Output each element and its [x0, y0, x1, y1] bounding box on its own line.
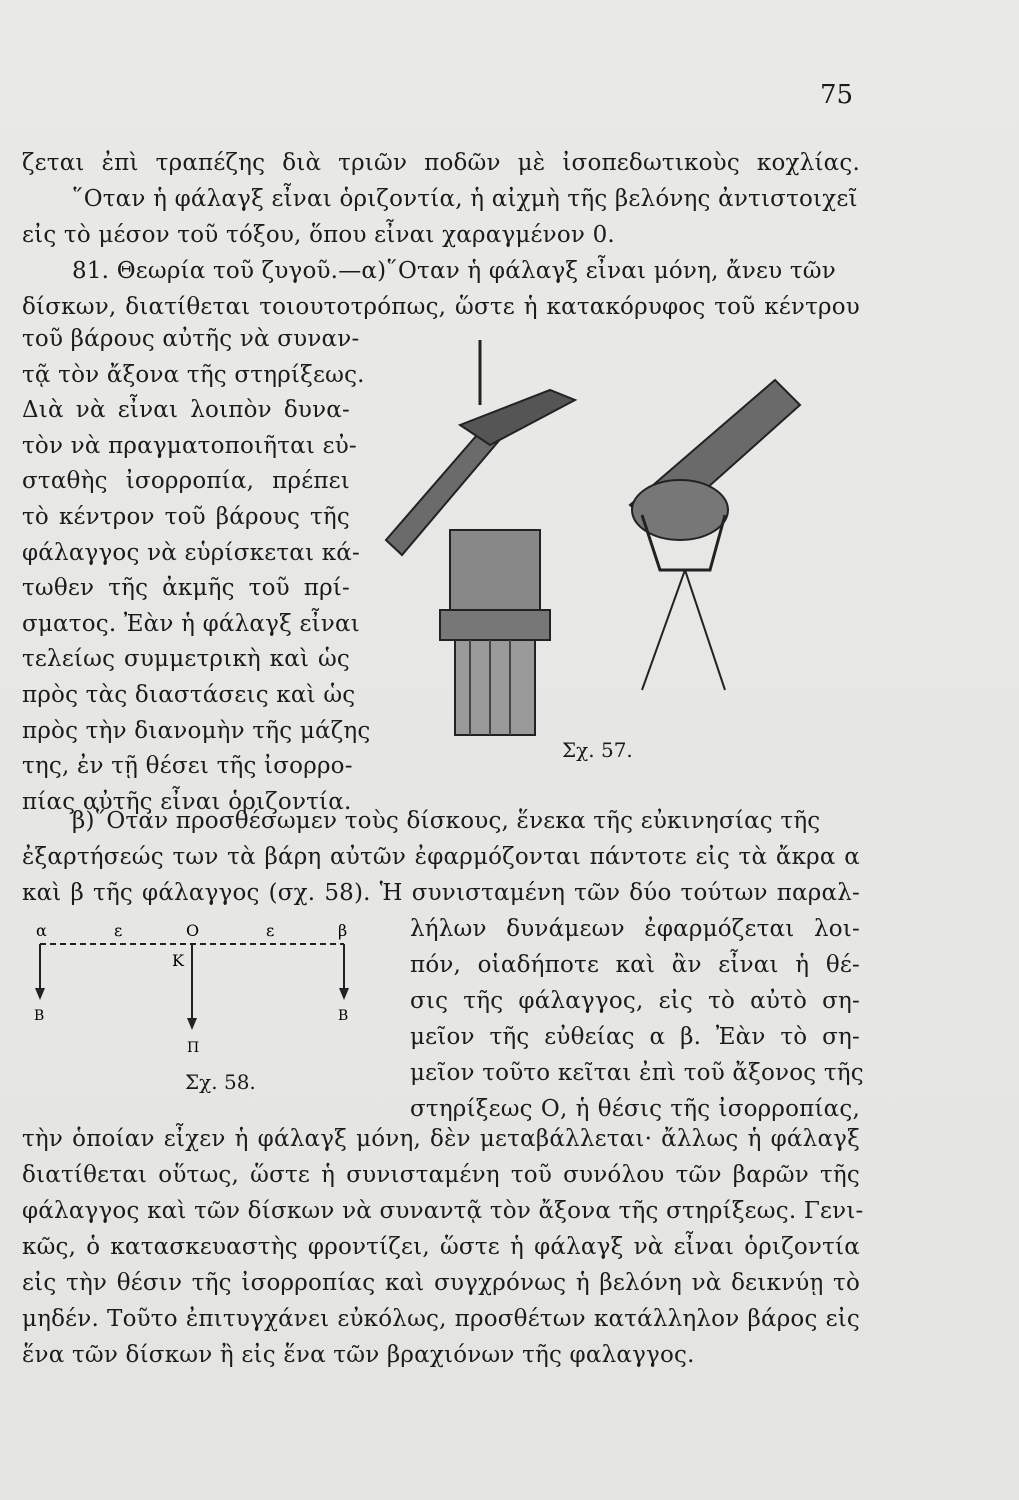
- text-line: τὸ κέντρον τοῦ βάρους τῆς: [22, 504, 350, 530]
- text-line: μεῖον τῆς εὐθείας α β. Ἐὰν τὸ ση-: [410, 1024, 860, 1050]
- text-line: τοῦ βάρους αὐτῆς νὰ συναν-: [22, 326, 360, 352]
- text-line: ζεται ἐπὶ τραπέζης διὰ τριῶν ποδῶν μὲ ἰσοπεδωτικοὺς κοχλίας.: [22, 150, 860, 176]
- figure-57-illustration: [380, 330, 870, 740]
- text-line: φάλαγγος νὰ εὑρίσκεται κά-: [22, 539, 360, 566]
- text-line: ἕνα τῶν δίσκων ἢ εἰς ἕνα τῶν βραχιόνων τῆς φαλαγγος.: [22, 1342, 695, 1368]
- text-line: δίσκων, διατίθεται τοιουτοτρόπως, ὥστε ἡ κατακόρυφος τοῦ κέντρου: [22, 294, 860, 320]
- fig58-label-b-left: Β: [34, 1008, 45, 1024]
- text-line: τὸν νὰ πραγματοποιῆται εὐ-: [22, 432, 357, 459]
- fig58-label-p: Π: [187, 1040, 200, 1056]
- text-line: ἐξαρτήσεώς των τὰ βάρη αὐτῶν ἐφαρμόζονται πάντοτε εἰς τὰ ἄκρα α: [22, 844, 860, 870]
- text-line: λήλων δυνάμεων ἐφαρμόζεται λοι-: [410, 916, 860, 942]
- text-line: Διὰ νὰ εἶναι λοιπὸν δυνα-: [22, 397, 350, 424]
- figure-57-caption: Σχ. 57.: [562, 738, 633, 762]
- fig58-label-b: β: [338, 921, 348, 940]
- fig58-label-e1: ε: [114, 921, 123, 940]
- figure-58-caption: Σχ. 58.: [185, 1070, 256, 1094]
- text-line: διατίθεται οὕτως, ὥστε ἡ συνισταμένη τοῦ συνόλου τῶν βαρῶν τῆς: [22, 1162, 860, 1188]
- text-line: καὶ β τῆς φάλαγγος (σχ. 58). Ἡ συνισταμένη τῶν δύο τούτων παραλ-: [22, 880, 860, 906]
- text-line: β)῞Οταν προσθέσωμεν τοὺς δίσκους, ἕνεκα τῆς εὐκινησίας τῆς: [72, 808, 821, 834]
- text-line: πρὸς τὴν διανομὴν τῆς μάζης: [22, 717, 371, 744]
- fig58-label-o: Ο: [186, 921, 200, 940]
- fig58-label-a: α: [36, 921, 47, 940]
- fig58-label-b-right: Β: [338, 1008, 349, 1024]
- text-line: τὴν ὁποίαν εἶχεν ἡ φάλαγξ μόνη, δὲν μεταβάλλεται· ἄλλως ἡ φάλαγξ: [22, 1126, 860, 1152]
- text-line: πίας αὐτῆς εἶναι ὁριζοντία.: [22, 788, 352, 815]
- text-line: στηρίξεως Ο, ἡ θέσις τῆς ἰσορροπίας,: [410, 1096, 860, 1122]
- text-line: μεῖον τοῦτο κεῖται ἐπὶ τοῦ ἄξονος τῆς: [410, 1060, 864, 1086]
- text-line: τᾷ τὸν ἄξονα τῆς στηρίξεως.: [22, 361, 365, 388]
- text-line: σις τῆς φάλαγγος, εἰς τὸ αὐτὸ ση-: [410, 988, 860, 1014]
- text-line: πόν, οἱαδήποτε καὶ ἂν εἶναι ἡ θέ-: [410, 952, 860, 978]
- text-line: τελείως συμμετρικὴ καὶ ὡς: [22, 646, 350, 673]
- page-number: 75: [820, 80, 854, 110]
- fig58-label-e2: ε: [266, 921, 275, 940]
- text-line: της, ἐν τῇ θέσει τῆς ἰσορρο-: [22, 753, 353, 780]
- text-line: κῶς, ὁ κατασκευαστὴς φροντίζει, ὥστε ἡ φάλαγξ νὰ εἶναι ὁριζοντία: [22, 1234, 860, 1260]
- text-line: εἰς τὸ μέσον τοῦ τόξου, ὅπου εἶναι χαραγμένον 0.: [22, 222, 615, 248]
- text-line: 81. Θεωρία τοῦ ζυγοῦ.—α)῞Οταν ἡ φάλαγξ εἶναι μόνη, ἄνευ τῶν: [72, 258, 836, 284]
- text-line: τωθεν τῆς ἀκμῆς τοῦ πρί-: [22, 575, 350, 602]
- fig58-label-k: Κ: [172, 951, 184, 970]
- text-line: εἰς τὴν θέσιν τῆς ἰσορροπίας καὶ συγχρόνως ἡ βελόνη νὰ δεικνύῃ τὸ: [22, 1270, 860, 1296]
- text-line: ῞Οταν ἡ φάλαγξ εἶναι ὁριζοντία, ἡ αἰχμὴ τῆς βελόνης ἀντιστοιχεῖ: [72, 186, 858, 212]
- text-line: πρὸς τὰς διαστάσεις καὶ ὡς: [22, 682, 356, 708]
- text-line: σταθὴς ἰσορροπία, πρέπει: [22, 468, 350, 495]
- text-line: σματος. Ἐὰν ἡ φάλαγξ εἶναι: [22, 610, 360, 637]
- text-line: μηδέν. Τοῦτο ἐπιτυγχάνει εὐκόλως, προσθέτων κατάλληλον βάρος εἰς: [22, 1306, 860, 1332]
- text-line: φάλαγγος καὶ τῶν δίσκων νὰ συναντᾷ τὸν ἄξονα τῆς στηρίξεως. Γενι-: [22, 1198, 864, 1224]
- figure-58-diagram: [22, 920, 362, 1060]
